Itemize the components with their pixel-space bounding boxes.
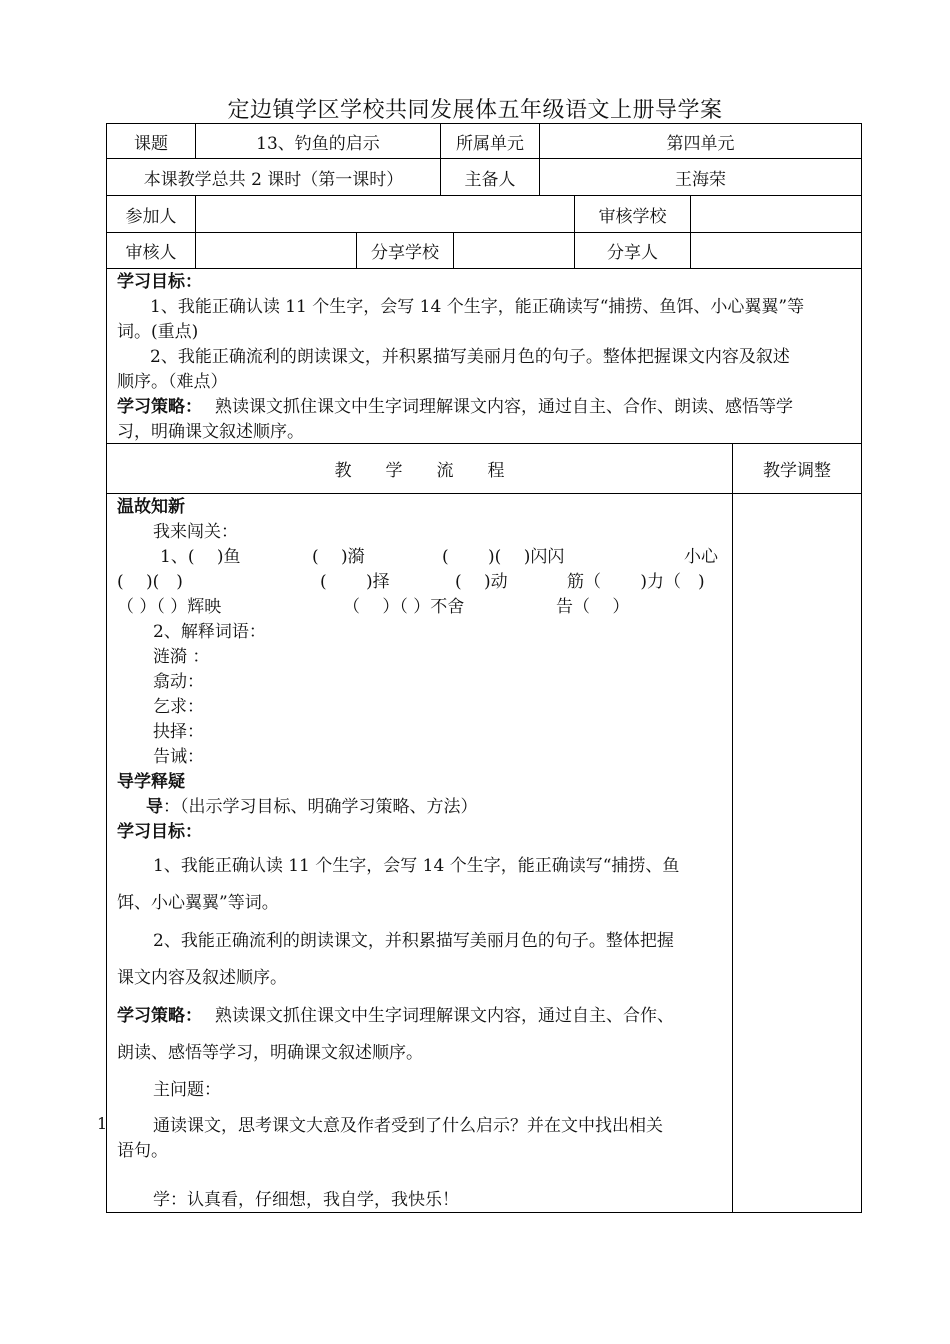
fill-blank-item: ( )( )闪闪	[442, 547, 565, 567]
explain-heading: 2、解释词语：	[153, 622, 266, 642]
review-school-label: 审核学校	[598, 206, 667, 227]
goals-heading: 学习目标：	[117, 272, 202, 292]
main-question-line-1: 通读课文，思考课文大意及作者受到了什么启示？并在文中找出相关	[153, 1116, 663, 1136]
guide-goals-heading: 学习目标：	[117, 822, 202, 842]
page-title: 定边镇学区学校共同发展体五年级语文上册导学案	[227, 98, 723, 123]
guide-dao-line	[146, 795, 478, 819]
table-border-left	[106, 123, 107, 1213]
explain-term: 抉择：	[153, 722, 204, 742]
guide-heading: 导学释疑	[117, 772, 185, 792]
goal-2-line-2: 顺序。（难点）	[117, 372, 228, 392]
guide-strategy-line-1: 熟读课文抓住课文中生字词理解课文内容，通过自主、合作、	[215, 1006, 674, 1026]
guide-strategy-label: 学习策略：	[117, 1006, 202, 1026]
guide-goal-1-line-2: 饵、小心翼翼”等词。	[117, 893, 279, 913]
participants-field	[196, 196, 574, 232]
strategy-line-1: 熟读课文抓住课文中生字词理解课文内容，通过自主、合作、朗读、感悟等学	[215, 397, 793, 417]
sharer-label: 分享人	[607, 243, 658, 263]
study-motto: 学：认真看，仔细想，我自学，我快乐！	[153, 1190, 459, 1210]
strategy-label: 学习策略：	[117, 397, 202, 417]
fill-blank-item: ( )漪	[312, 547, 365, 567]
fill-blank-item: 告（ ）	[556, 597, 630, 617]
review-heading: 温故知新	[117, 497, 185, 517]
sharer-field	[691, 233, 861, 268]
goal-1-line-1: 1、我能正确认读 11 个生字，会写 14 个生字，能正确读写“捕捞、鱼饵、小心翼翼”等	[150, 297, 805, 317]
fill-blank-item: ( )( )	[117, 572, 183, 592]
goal-2-line-1: 2、我能正确流利的朗读课文，并积累描写美丽月色的句子。整体把握课文内容及叙述	[150, 347, 790, 367]
fill-blank-item: ( )动	[455, 572, 508, 592]
unit-label: 所属单元	[456, 133, 524, 154]
fill-blank-item: 小心	[684, 547, 718, 567]
guide-goal-2-line-2: 课文内容及叙述顺序。	[117, 968, 287, 988]
goal-1-line-2: 词。(重点)	[117, 322, 199, 342]
preparer-label: 主备人	[464, 169, 516, 190]
course-value: 13、钓鱼的启示	[256, 133, 380, 154]
hours-text: 本课教学总共 2 课时（第一课时）	[143, 169, 404, 190]
main-question-line-2: 语句。	[117, 1141, 168, 1161]
preparer-value: 王海荣	[675, 169, 726, 190]
margin-number: 1	[97, 1114, 108, 1133]
course-label: 课题	[134, 133, 168, 154]
explain-term: 乞求：	[153, 697, 204, 717]
review-intro: 我来闯关：	[153, 522, 238, 542]
table-border-right	[861, 123, 862, 1213]
unit-value: 第四单元	[666, 133, 735, 154]
guide-goal-1-line-1: 1、我能正确认读 11 个生字，会写 14 个生字，能正确读写“捕捞、鱼	[153, 856, 680, 876]
guide-goal-2-line-1: 2、我能正确流利的朗读课文，并积累描写美丽月色的句子。整体把握	[153, 931, 674, 951]
reviewer-label: 审核人	[125, 243, 177, 263]
fill-blank-item: （ ）（ ）辉映	[117, 597, 222, 617]
fill-blank-item: ( )择	[320, 572, 390, 592]
explain-term: 涟漪 ：	[153, 647, 210, 667]
fill-blank-item: （ ）（ ）不舍	[343, 597, 465, 617]
guide-dao-text: ：（出示学习目标、明确学习策略、方法）	[163, 797, 478, 817]
fill-blank-item: 1、( )鱼	[160, 547, 241, 567]
col-divider	[732, 443, 733, 1213]
row-divider	[106, 268, 862, 269]
table-border-bottom	[106, 1212, 862, 1213]
participants-label: 参加人	[125, 206, 177, 227]
share-school-label: 分享学校	[371, 243, 439, 263]
share-school-field	[454, 233, 574, 268]
guide-dao-label: 导	[146, 797, 163, 817]
fill-blank-item: 筋（ )力（ )	[567, 572, 705, 592]
row-divider	[106, 493, 862, 494]
explain-term: 告诫：	[153, 747, 204, 767]
reviewer-field	[196, 233, 356, 268]
strategy-line-2: 习，明确课文叙述顺序。	[117, 422, 304, 442]
explain-term: 翕动：	[153, 672, 204, 692]
guide-strategy-line-2: 朗读、感悟等学习，明确课文叙述顺序。	[117, 1043, 423, 1063]
main-question-label: 主问题：	[153, 1080, 221, 1100]
review-school-field	[691, 196, 861, 232]
teaching-flow-header: 教 学 流 程	[334, 461, 505, 481]
teaching-adjust-header: 教学调整	[763, 461, 831, 481]
